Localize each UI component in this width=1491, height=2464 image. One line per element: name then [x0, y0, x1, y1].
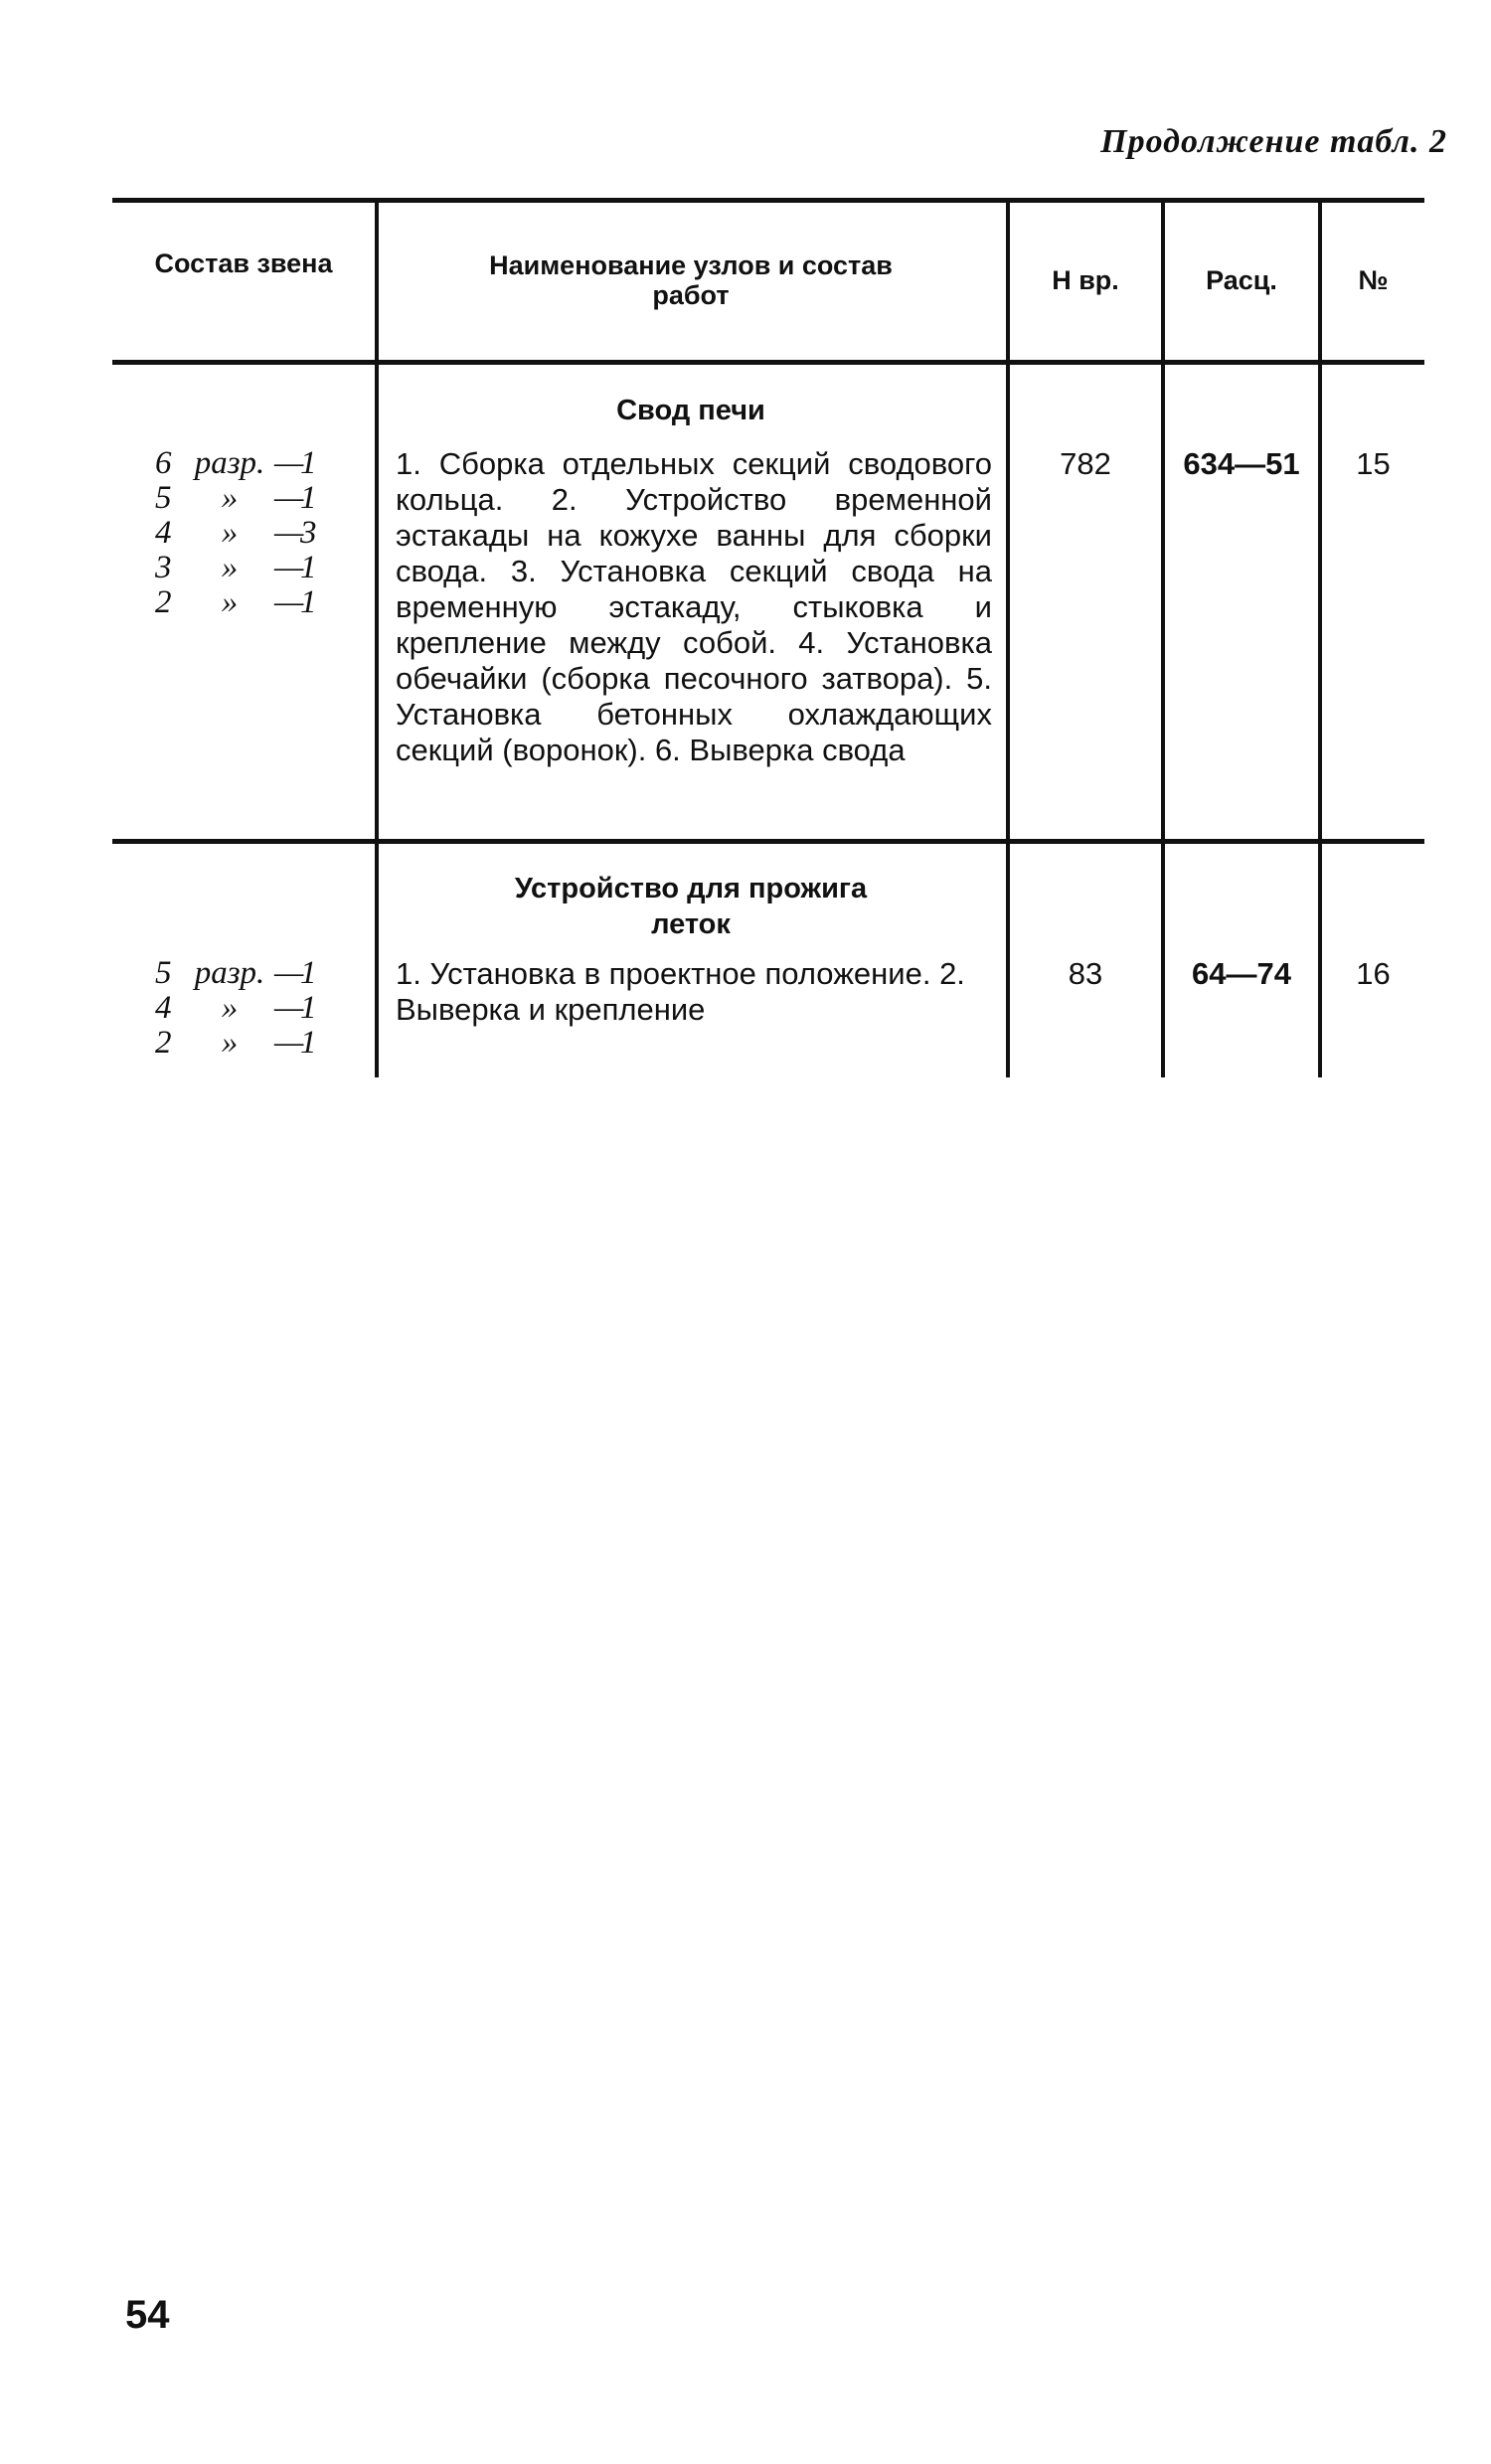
- crew-grade: 2: [155, 584, 172, 620]
- crew-grade: 6: [155, 445, 172, 481]
- col-divider-2: [1006, 198, 1010, 1077]
- crew-count: 1: [300, 445, 317, 481]
- crew-line: 3 » — 1: [155, 551, 330, 585]
- crew-unit: »: [221, 584, 239, 620]
- time-norm-value: 83: [1068, 956, 1103, 991]
- section-title: Устройство для прожига леток: [514, 873, 868, 940]
- crew-count: 1: [300, 480, 317, 516]
- col-divider-1: [375, 198, 379, 1077]
- crew-unit: »: [221, 1025, 239, 1061]
- crew-grade: 4: [155, 990, 172, 1026]
- header-rate: Расц.: [1206, 265, 1277, 295]
- col-divider-4: [1318, 198, 1322, 1077]
- crew-count: 1: [300, 1025, 317, 1061]
- crew-grade: 2: [155, 1025, 172, 1061]
- header-bottom-rule: [112, 360, 1424, 365]
- row-number: 15: [1356, 446, 1391, 481]
- crew-grade: 4: [155, 515, 172, 551]
- header-number: №: [1358, 265, 1389, 295]
- crew-line: 4 » — 1: [155, 991, 330, 1026]
- crew-grade: 3: [155, 550, 172, 585]
- crew-line: 2 » — 1: [155, 1026, 330, 1061]
- row-divider-rule: [112, 839, 1424, 844]
- crew-count: 1: [300, 955, 317, 991]
- table-top-rule: [112, 198, 1424, 203]
- work-description: 1. Установка в проектное положение. 2. Выверка и крепление: [396, 956, 965, 1027]
- rate-value: 64—74: [1192, 956, 1291, 991]
- crew-line: 6 разр. — 1: [155, 446, 330, 481]
- crew-unit: »: [221, 480, 239, 516]
- crew-composition: [155, 956, 330, 1061]
- work-description: 1. Сборка отдельных секций сводового кольца. 2. Устройство временной эстакады на кожухе ванны для сборки свода. 3. Установка секций свода на временную эстакаду, стыковка и крепление между собой. 4. Установка обечайки (сборка песочного затвора). 5. Установка бетонных охлаждающих секций (воронок). 6. Выверка свода: [396, 446, 992, 767]
- section-title: Свод печи: [616, 395, 765, 426]
- crew-grade: 5: [155, 955, 172, 991]
- time-norm-value: 782: [1060, 446, 1111, 481]
- table-caption: Продолжение табл. 2: [1100, 123, 1447, 160]
- crew-count: 1: [300, 550, 317, 585]
- crew-unit: »: [221, 990, 239, 1026]
- crew-count: 1: [300, 990, 317, 1026]
- crew-unit: »: [221, 515, 239, 551]
- crew-count: 1: [300, 584, 317, 620]
- header-work: Наименование узлов и состав работ: [489, 250, 893, 310]
- crew-line: 5 » — 1: [155, 481, 330, 516]
- col-divider-3: [1161, 198, 1165, 1077]
- page-number: 54: [125, 2293, 170, 2337]
- rate-value: 634—51: [1183, 446, 1300, 481]
- crew-unit: »: [221, 550, 239, 585]
- crew-line: 2 » — 1: [155, 585, 330, 620]
- crew-line: 4 » — 3: [155, 516, 330, 551]
- crew-unit: разр.: [194, 445, 265, 481]
- crew-unit: разр.: [194, 955, 265, 991]
- row-number: 16: [1356, 956, 1391, 991]
- header-crew: Состав звена: [154, 248, 333, 278]
- header-time-norm: Н вр.: [1052, 265, 1119, 295]
- crew-count: 3: [300, 515, 317, 551]
- crew-grade: 5: [155, 480, 172, 516]
- crew-line: 5 разр. — 1: [155, 956, 330, 991]
- crew-composition: [155, 446, 330, 620]
